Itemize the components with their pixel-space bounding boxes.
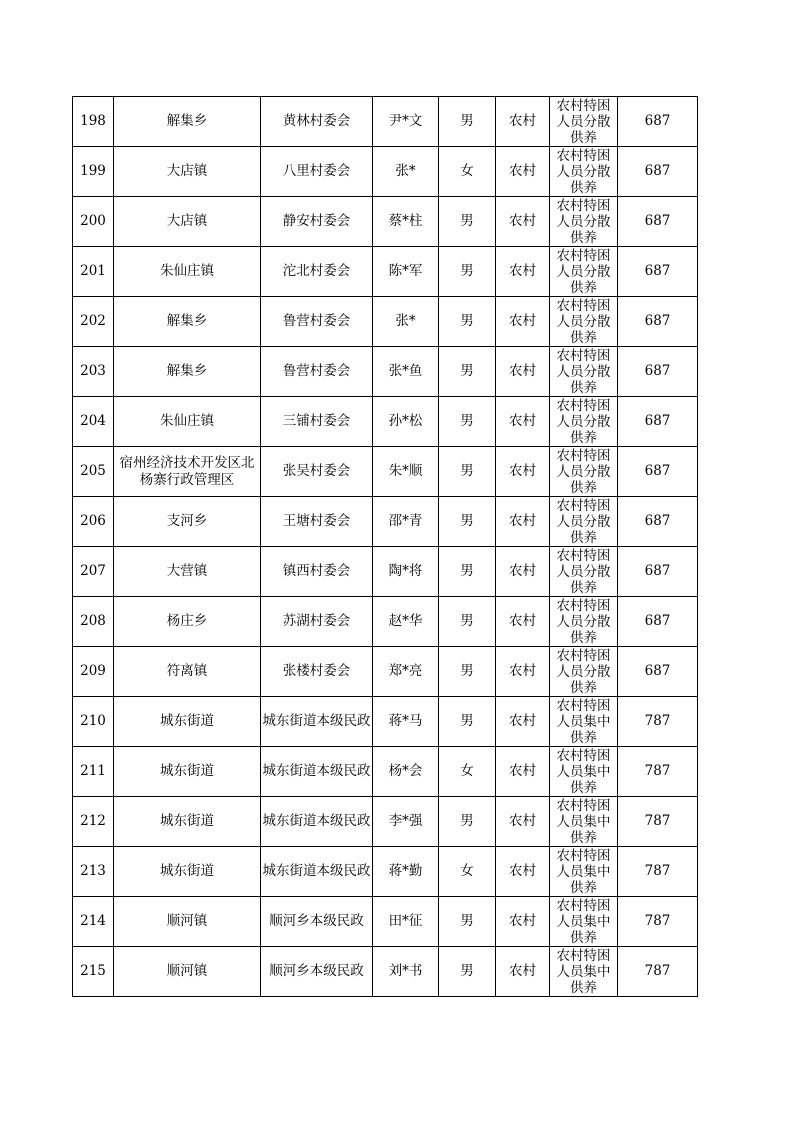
area-cell: 农村 [496,797,550,847]
amount-cell: 687 [618,97,698,147]
category-cell [550,597,618,647]
village-cell: 八里村委会 [261,147,373,197]
category-text: 农村特困人员分散供养 [556,198,611,246]
row-number: 212 [73,797,114,847]
gender-cell: 男 [439,247,496,297]
town-cell: 朱仙庄镇 [114,397,261,447]
table-row [73,347,698,397]
category-text: 农村特困人员分散供养 [556,648,611,696]
town-cell: 城东街道 [114,697,261,747]
category-cell [550,247,618,297]
row-number: 206 [73,497,114,547]
category-text: 农村特困人员集中供养 [556,748,611,796]
village-cell: 张楼村委会 [261,647,373,697]
area-cell: 农村 [496,247,550,297]
row-number: 208 [73,597,114,647]
village-cell: 三铺村委会 [261,397,373,447]
category-cell [550,647,618,697]
table-row [73,297,698,347]
town-cell: 支河乡 [114,497,261,547]
category-cell [550,97,618,147]
gender-cell: 女 [439,847,496,897]
category-cell [550,197,618,247]
table-row [73,797,698,847]
gender-cell: 男 [439,447,496,497]
gender-cell: 男 [439,897,496,947]
table-row [73,197,698,247]
row-number: 205 [73,447,114,497]
town-cell: 城东街道 [114,797,261,847]
category-text: 农村特困人员分散供养 [556,348,611,396]
village-cell: 顺河乡本级民政 [261,897,373,947]
gender-cell: 男 [439,497,496,547]
row-number: 211 [73,747,114,797]
row-number: 213 [73,847,114,897]
amount-cell: 687 [618,647,698,697]
category-text: 农村特困人员分散供养 [556,398,611,446]
amount-cell: 787 [618,847,698,897]
row-number: 209 [73,647,114,697]
name-cell: 陈*军 [373,247,439,297]
table-row [73,697,698,747]
name-cell: 蒋*勤 [373,847,439,897]
category-cell [550,297,618,347]
category-text: 农村特困人员分散供养 [556,98,611,146]
category-text: 农村特困人员分散供养 [556,448,611,496]
amount-cell: 687 [618,447,698,497]
area-cell: 农村 [496,97,550,147]
row-number: 215 [73,947,114,997]
area-cell: 农村 [496,497,550,547]
town-cell: 符离镇 [114,647,261,697]
name-cell: 李*强 [373,797,439,847]
village-cell: 黄林村委会 [261,97,373,147]
table-row [73,947,698,997]
gender-cell: 男 [439,947,496,997]
amount-cell: 687 [618,547,698,597]
gender-cell: 男 [439,347,496,397]
name-cell: 杨*会 [373,747,439,797]
area-cell: 农村 [496,447,550,497]
village-cell: 城东街道本级民政 [261,747,373,797]
row-number: 198 [73,97,114,147]
area-cell: 农村 [496,297,550,347]
name-cell: 张* [373,147,439,197]
name-cell: 陶*将 [373,547,439,597]
name-cell: 郑*亮 [373,647,439,697]
category-cell [550,747,618,797]
gender-cell: 男 [439,547,496,597]
village-cell: 鲁营村委会 [261,347,373,397]
table-row [73,497,698,547]
amount-cell: 687 [618,397,698,447]
table-row [73,247,698,297]
table-row [73,647,698,697]
town-cell: 宿州经济技术开发区北杨寨行政管理区 [114,447,261,497]
category-cell [550,347,618,397]
gender-cell: 男 [439,197,496,247]
gender-cell: 男 [439,297,496,347]
category-cell [550,547,618,597]
table-row [73,97,698,147]
town-cell: 城东街道 [114,747,261,797]
amount-cell: 687 [618,497,698,547]
row-number: 203 [73,347,114,397]
category-text: 农村特困人员分散供养 [556,298,611,346]
village-cell: 城东街道本级民政 [261,697,373,747]
area-cell: 农村 [496,347,550,397]
category-text: 农村特困人员集中供养 [556,848,611,896]
name-cell: 刘*书 [373,947,439,997]
name-cell: 尹*文 [373,97,439,147]
village-cell: 王塘村委会 [261,497,373,547]
area-cell: 农村 [496,897,550,947]
category-text: 农村特困人员分散供养 [556,598,611,646]
area-cell: 农村 [496,747,550,797]
gender-cell: 男 [439,797,496,847]
amount-cell: 787 [618,747,698,797]
town-cell: 解集乡 [114,347,261,397]
gender-cell: 女 [439,747,496,797]
category-text: 农村特困人员集中供养 [556,948,611,996]
name-cell: 赵*华 [373,597,439,647]
village-cell: 鲁营村委会 [261,297,373,347]
area-cell: 农村 [496,547,550,597]
table-body [73,97,698,997]
amount-cell: 687 [618,197,698,247]
category-cell [550,947,618,997]
amount-cell: 687 [618,347,698,397]
category-cell [550,397,618,447]
row-number: 207 [73,547,114,597]
name-cell: 朱*顺 [373,447,439,497]
gender-cell: 男 [439,597,496,647]
name-cell: 田*征 [373,897,439,947]
row-number: 201 [73,247,114,297]
name-cell: 孙*松 [373,397,439,447]
amount-cell: 687 [618,147,698,197]
village-cell: 沱北村委会 [261,247,373,297]
table-row [73,597,698,647]
amount-cell: 687 [618,597,698,647]
area-cell: 农村 [496,397,550,447]
gender-cell: 女 [439,147,496,197]
category-cell [550,847,618,897]
area-cell: 农村 [496,847,550,897]
category-cell [550,697,618,747]
recipient-table [72,96,698,997]
row-number: 204 [73,397,114,447]
table-row [73,897,698,947]
category-text: 农村特困人员分散供养 [556,548,611,596]
village-cell: 顺河乡本级民政 [261,947,373,997]
category-cell [550,897,618,947]
town-cell: 顺河镇 [114,897,261,947]
area-cell: 农村 [496,197,550,247]
category-text: 农村特困人员集中供养 [556,798,611,846]
row-number: 199 [73,147,114,197]
name-cell: 张*鱼 [373,347,439,397]
village-cell: 静安村委会 [261,197,373,247]
gender-cell: 男 [439,397,496,447]
town-cell: 杨庄乡 [114,597,261,647]
name-cell: 蔡*柱 [373,197,439,247]
area-cell: 农村 [496,947,550,997]
category-text: 农村特困人员分散供养 [556,498,611,546]
table-row [73,847,698,897]
row-number: 200 [73,197,114,247]
table-row [73,147,698,197]
category-text: 农村特困人员集中供养 [556,898,611,946]
gender-cell: 男 [439,647,496,697]
name-cell: 蒋*马 [373,697,439,747]
town-cell: 朱仙庄镇 [114,247,261,297]
table-row [73,547,698,597]
category-cell [550,497,618,547]
amount-cell: 787 [618,797,698,847]
town-cell: 解集乡 [114,297,261,347]
town-cell: 顺河镇 [114,947,261,997]
village-cell: 镇西村委会 [261,547,373,597]
amount-cell: 787 [618,697,698,747]
amount-cell: 787 [618,947,698,997]
town-cell: 大店镇 [114,147,261,197]
village-cell: 张吴村委会 [261,447,373,497]
amount-cell: 687 [618,297,698,347]
category-text: 农村特困人员集中供养 [556,698,611,746]
gender-cell: 男 [439,697,496,747]
category-text: 农村特困人员分散供养 [556,248,611,296]
village-cell: 苏湖村委会 [261,597,373,647]
area-cell: 农村 [496,647,550,697]
name-cell: 邵*青 [373,497,439,547]
area-cell: 农村 [496,147,550,197]
table-row [73,747,698,797]
area-cell: 农村 [496,597,550,647]
name-cell: 张* [373,297,439,347]
amount-cell: 787 [618,897,698,947]
row-number: 210 [73,697,114,747]
area-cell: 农村 [496,697,550,747]
town-cell: 大营镇 [114,547,261,597]
gender-cell: 男 [439,97,496,147]
village-cell: 城东街道本级民政 [261,797,373,847]
category-cell [550,797,618,847]
village-cell: 城东街道本级民政 [261,847,373,897]
amount-cell: 687 [618,247,698,297]
row-number: 214 [73,897,114,947]
category-cell [550,447,618,497]
category-text: 农村特困人员分散供养 [556,148,611,196]
town-cell: 城东街道 [114,847,261,897]
table-row [73,397,698,447]
row-number: 202 [73,297,114,347]
town-cell: 大店镇 [114,197,261,247]
table-row [73,447,698,497]
category-cell [550,147,618,197]
town-cell: 解集乡 [114,97,261,147]
